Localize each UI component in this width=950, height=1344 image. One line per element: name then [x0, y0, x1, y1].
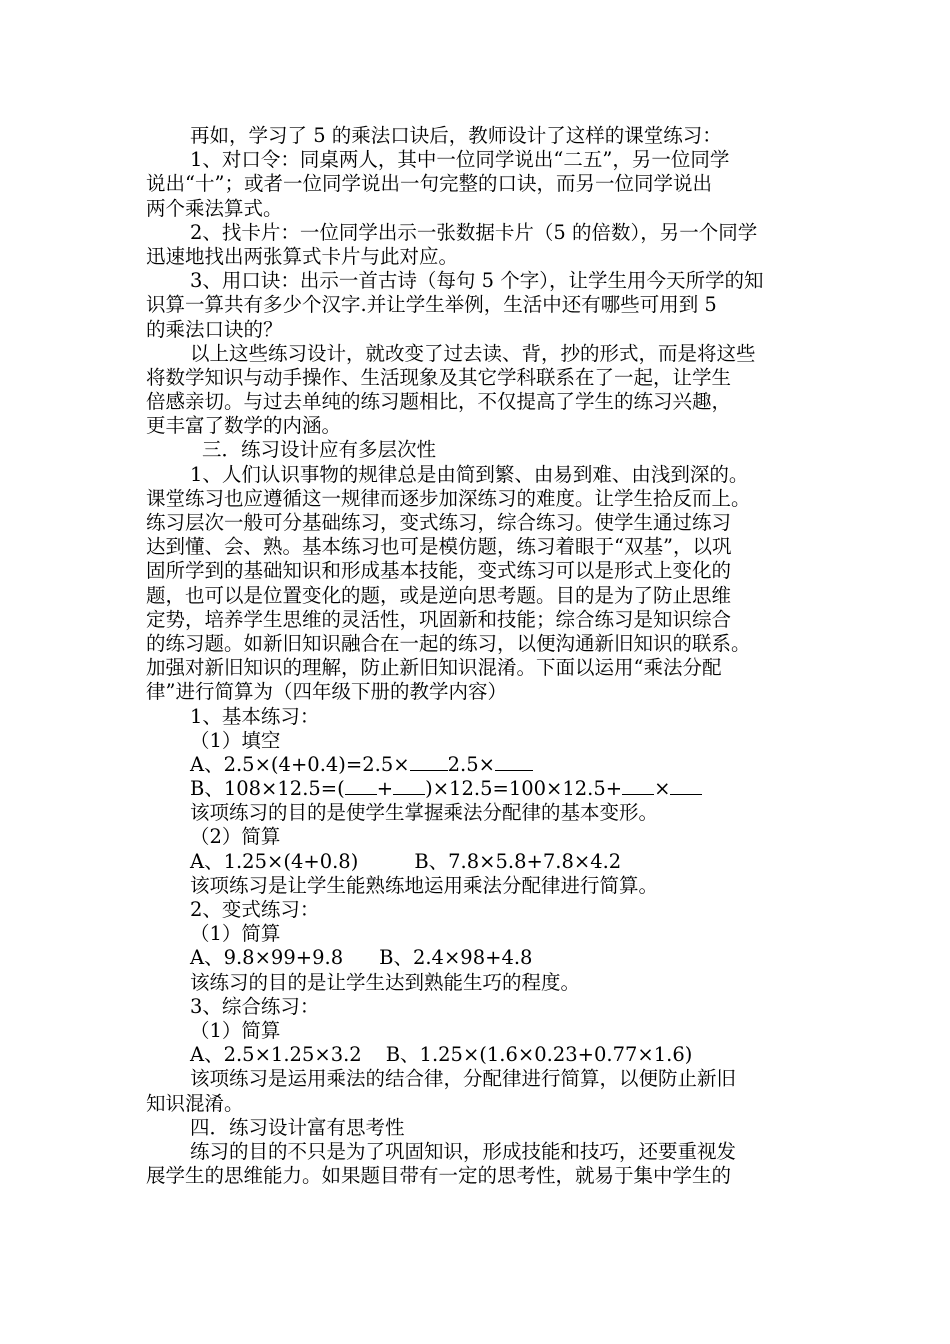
subheading: （1）填空 [190, 728, 281, 752]
paragraph-line: 3、用口诀：出示一首古诗（每句 5 个字），让学生用今天所学的知 [190, 269, 764, 293]
exercise-text: A、2.5×(4+0.4)=2.5× [190, 752, 410, 776]
exercise-fill-a [146, 753, 810, 777]
section-heading: 四．练习设计富有思考性 [190, 1115, 405, 1139]
exercise-text: B、108×12.5=( [190, 777, 345, 801]
exercise-text: + [376, 777, 394, 801]
exercise-text: B、2.4×98+4.8 [379, 946, 533, 970]
exercise-text: A、2.5×1.25×3.2 [190, 1043, 362, 1067]
paragraph-line: 加强对新旧知识的理解，防止新旧知识混淆。下面以运用“乘法分配 [146, 656, 722, 680]
paragraph-line: 2、找卡片：一位同学出示一张数据卡片（5 的倍数），另一个同学 [190, 220, 758, 244]
paragraph-line: 以上这些练习设计，就改变了过去读、背，抄的形式，而是将这些 [190, 341, 756, 365]
exercise-calc-row [146, 946, 810, 970]
subheading: （1）简算 [190, 1018, 281, 1042]
exercise-text: A、1.25×(4+0.8) [190, 849, 359, 873]
paragraph-line: 的练习题。如新旧知识融合在一起的练习，以便沟通新旧知识的联系。 [146, 631, 751, 655]
paragraph-line: 倍感亲切。与过去单纯的练习题相比，不仅提高了学生的练习兴趣， [146, 390, 732, 414]
subheading: 3、综合练习： [190, 994, 320, 1018]
subheading: 2、变式练习： [190, 898, 320, 921]
paragraph-line: 识算一算共有多少个汉字.并让学生举例，生活中还有哪些可用到 5 [146, 293, 717, 317]
exercise-text: 2.5× [447, 752, 495, 776]
paragraph-line: 定势，培养学生思维的灵活性，巩固新和技能；综合练习是知识综合 [146, 607, 732, 631]
blank [345, 779, 377, 795]
paragraph-line: 固所学到的基础知识和形成基本技能，变式练习可以是形式上变化的 [146, 559, 732, 583]
paragraph-line: 律”进行简算为（四年级下册的教学内容） [146, 680, 507, 704]
paragraph-line: 的乘法口诀的？ [146, 317, 283, 341]
blank [393, 779, 425, 795]
exercise-text: × [654, 777, 671, 801]
paragraph-line: 1、人们认识事物的规律总是由简到繁、由易到难、由浅到深的。 [190, 462, 749, 486]
paragraph-line: 题，也可以是位置变化的题，或是逆向思考题。目的是为了防止思维 [146, 583, 732, 607]
paragraph-line: 两个乘法算式。 [146, 196, 283, 220]
exercise-text: )×12.5=100×12.5+ [425, 777, 623, 801]
exercise-calc-row [146, 850, 810, 874]
paragraph-line: 展学生的思维能力。如果题目带有一定的思考性，就易于集中学生的 [146, 1164, 732, 1188]
paragraph-line: 迅速地找出两张算式卡片与此对应。 [146, 244, 459, 268]
paragraph-line: 该项练习是运用乘法的结合律，分配律进行简算，以便防止新旧 [190, 1067, 737, 1091]
section-heading: 三．练习设计应有多层次性 [202, 438, 437, 462]
paragraph-line: 将数学知识与动手操作、生活现象及其它学科联系在了一起，让学生 [146, 365, 732, 389]
subheading: 1、基本练习： [190, 704, 320, 728]
paragraph-line: 练习层次一般可分基础练习，变式练习，综合练习。使学生通过练习 [146, 511, 732, 534]
paragraph-line: 说出“十”；或者一位同学说出一句完整的口诀，而另一位同学说出 [146, 172, 712, 196]
paragraph-line: 更丰富了数学的内涵。 [146, 414, 342, 438]
exercise-text: B、1.25×(1.6×0.23+0.77×1.6) [385, 1043, 693, 1067]
paragraph-line: 该练习的目的是让学生达到熟能生巧的程度。 [190, 970, 581, 994]
paragraph-line: 知识混淆。 [146, 1091, 244, 1115]
blank [622, 779, 654, 795]
paragraph-line: 再如，学习了 5 的乘法口诀后，教师设计了这样的课堂练习： [190, 124, 722, 147]
paragraph-line: 练习的目的不只是为了巩固知识，形成技能和技巧，还要重视发 [190, 1139, 737, 1163]
document-page [146, 124, 810, 1188]
paragraph-line: 该项练习是让学生能熟练地运用乘法分配律进行简算。 [190, 873, 659, 897]
paragraph-line: 该项练习的目的是使学生掌握乘法分配律的基本变形。 [190, 801, 659, 825]
exercise-calc-row [146, 1043, 810, 1067]
subheading: （2）简算 [190, 825, 281, 849]
exercise-fill-b [146, 777, 810, 801]
paragraph-line: 课堂练习也应遵循这一规律而逐步加深练习的难度。让学生拾反而上。 [146, 486, 751, 510]
paragraph-line: 1、对口令：同桌两人，其中一位同学说出“二五”，另一位同学 [190, 148, 730, 172]
blank [410, 755, 448, 771]
blank [495, 755, 533, 771]
exercise-text: B、7.8×5.8+7.8×4.2 [414, 849, 622, 873]
paragraph-line: 达到懂、会、熟。基本练习也可是模仿题，练习着眼于“双基”，以巩 [146, 535, 732, 559]
blank [670, 779, 702, 795]
exercise-text: A、9.8×99+9.8 [190, 946, 344, 970]
subheading: （1）简算 [190, 922, 281, 946]
